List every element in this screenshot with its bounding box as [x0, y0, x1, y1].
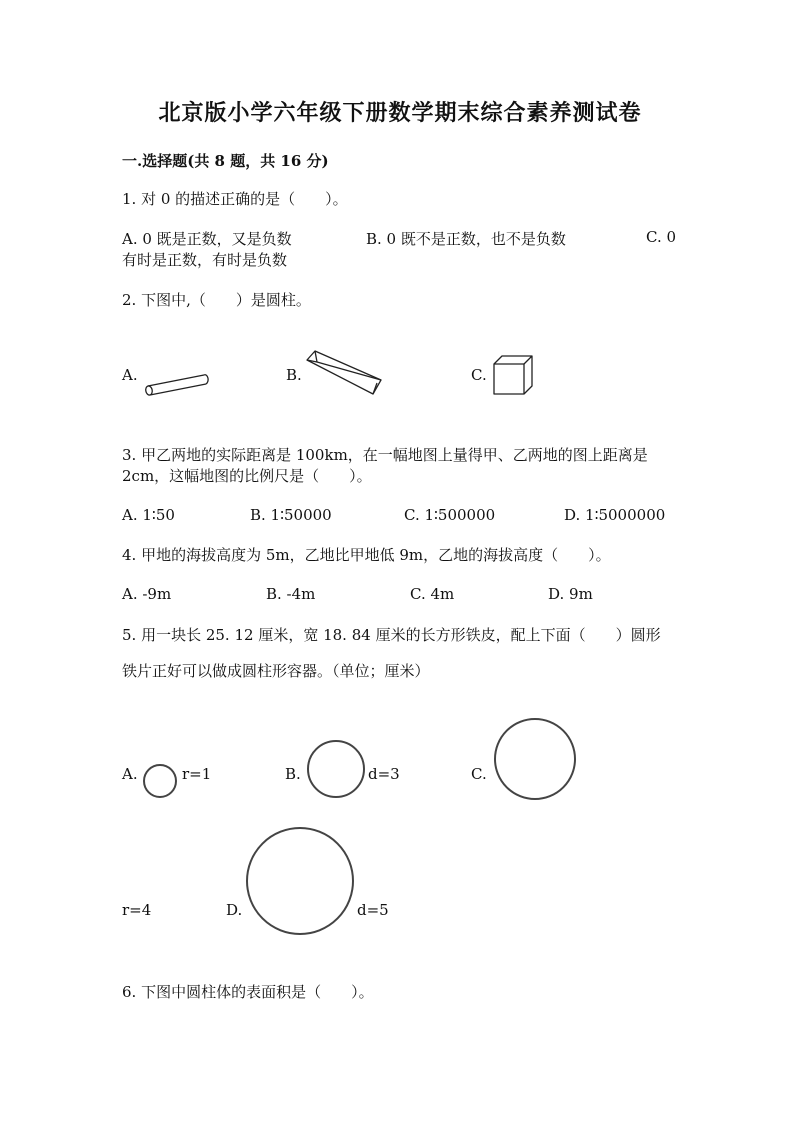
question-5-stem-line-2: 铁片正好可以做成圆柱形容器。（单位；厘米）: [122, 662, 430, 680]
circle-b-figure: [307, 740, 367, 800]
question-5-label-d: D.: [226, 901, 243, 919]
triangular-prism-figure: [305, 350, 383, 396]
question-5-label-b: B.: [285, 765, 301, 783]
question-3-option-b: B. 1∶50000: [250, 506, 332, 524]
question-1-option-c-continued: 有时是正数，有时是负数: [122, 251, 288, 269]
question-2-label-b: B.: [286, 366, 302, 384]
question-4-option-b: B. -4m: [266, 585, 316, 603]
question-5-caption-b: d=3: [368, 765, 400, 783]
question-2-stem: 2. 下图中,（ ）是圆柱。: [122, 291, 311, 309]
question-2-label-c: C.: [471, 366, 487, 384]
question-5-caption-d: d=5: [357, 901, 389, 919]
section-heading: 一.选择题(共 8 题，共 16 分): [122, 152, 329, 170]
question-4-option-d: D. 9m: [548, 585, 593, 603]
question-5-caption-a: r=1: [182, 765, 212, 783]
question-5-caption-c: r=4: [122, 901, 152, 919]
question-3-stem-line-1: 3. 甲乙两地的实际距离是 100km，在一幅地图上量得甲、乙两地的图上距离是: [122, 446, 648, 464]
question-3-option-a: A. 1∶50: [122, 506, 175, 524]
question-1-option-b: B. 0 既不是正数，也不是负数: [366, 230, 566, 248]
circle-a-figure: [143, 764, 179, 800]
question-4-stem: 4. 甲地的海拔高度为 5m，乙地比甲地低 9m，乙地的海拔高度（ ）。: [122, 546, 611, 564]
question-4-option-c: C. 4m: [410, 585, 455, 603]
question-4-option-a: A. -9m: [122, 585, 172, 603]
question-3-option-d: D. 1∶5000000: [564, 506, 666, 524]
circle-c-figure: [494, 718, 578, 802]
question-1-stem: 1. 对 0 的描述正确的是（ ）。: [122, 190, 348, 208]
circle-d-figure: [246, 827, 356, 937]
cube-figure: [493, 355, 533, 395]
question-5-label-c: C.: [471, 765, 487, 783]
question-1-option-c: C. 0: [646, 228, 677, 246]
question-2-label-a: A.: [122, 366, 138, 384]
question-5-stem-line-1: 5. 用一块长 25. 12 厘米，宽 18. 84 厘米的长方形铁皮，配上下面（ ）圆形: [122, 626, 661, 644]
question-1-option-a: A. 0 既是正数，又是负数: [122, 230, 292, 248]
page-title: 北京版小学六年级下册数学期末综合素养测试卷: [158, 100, 642, 126]
thin-cylinder-figure: [144, 372, 210, 396]
question-3-stem-line-2: 2cm，这幅地图的比例尺是（ ）。: [122, 467, 372, 485]
question-3-option-c: C. 1∶500000: [404, 506, 496, 524]
question-5-label-a: A.: [122, 765, 138, 783]
question-6-stem: 6. 下图中圆柱体的表面积是（ ）。: [122, 983, 374, 1001]
